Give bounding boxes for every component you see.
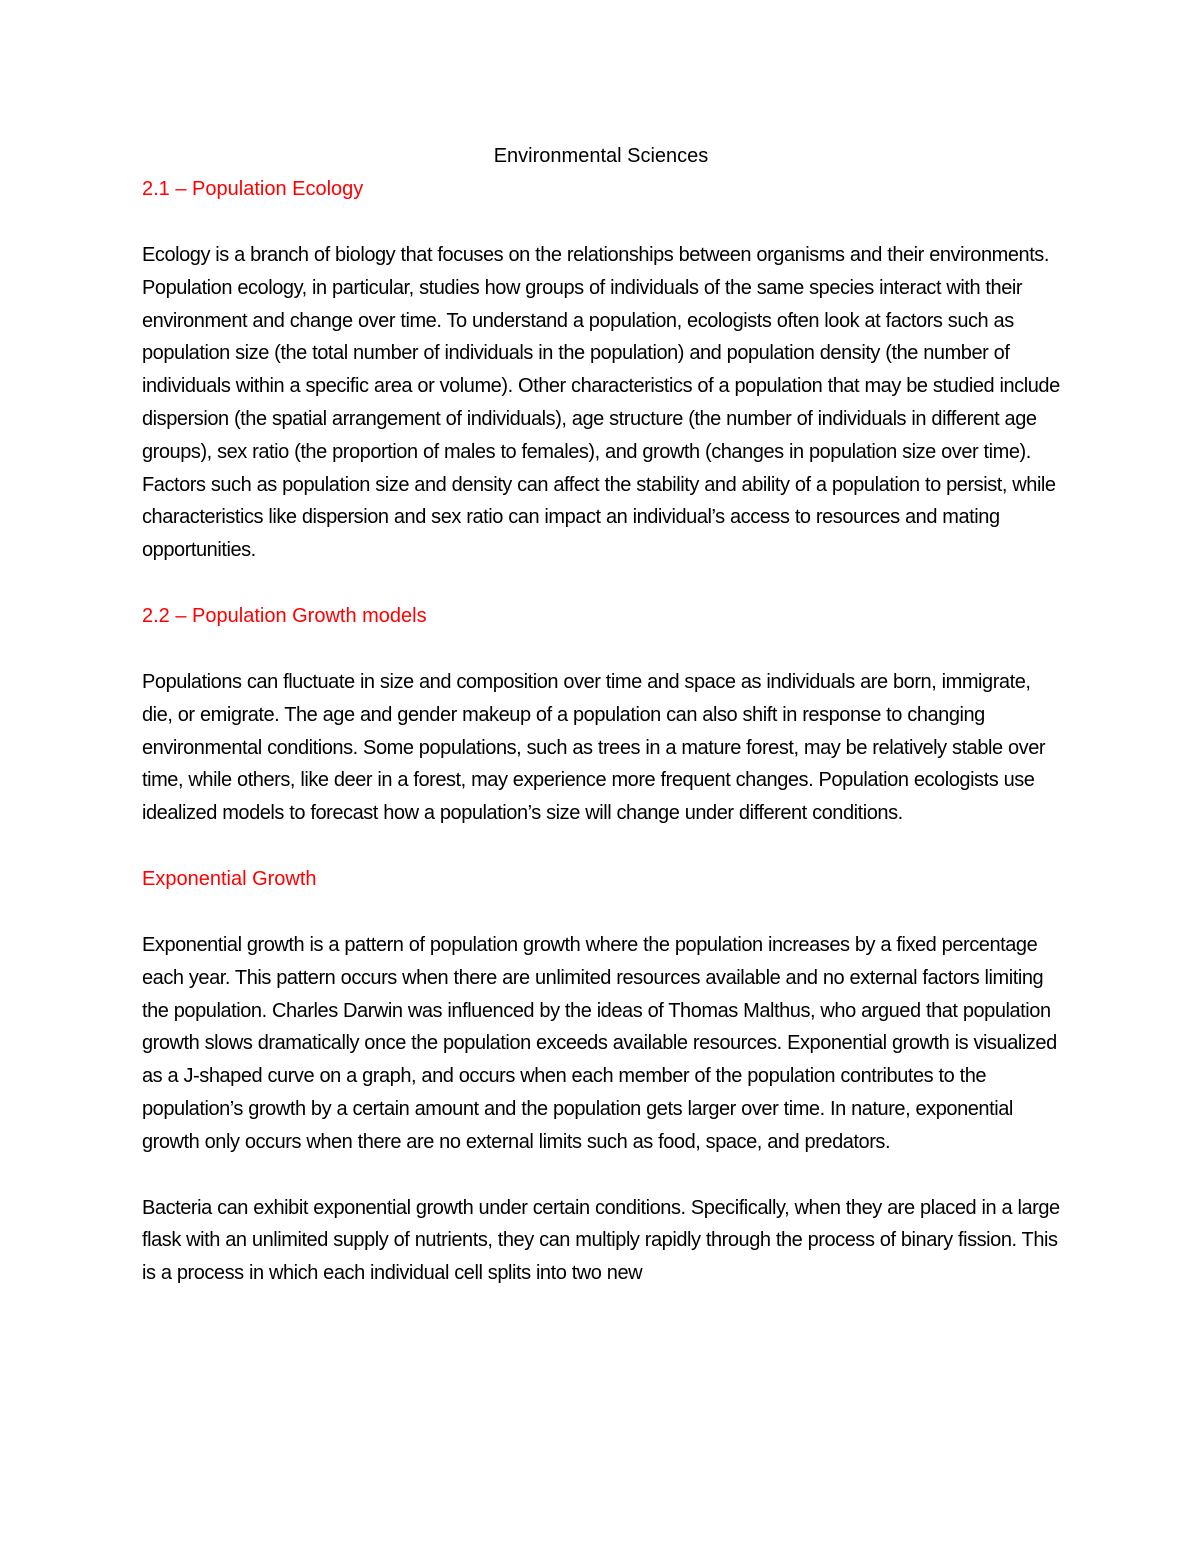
paragraph-population-growth-models: Populations can fluctuate in size and composition over time and space as individuals are born, immigrate, die, or emigrate. The age and gender makeup of a population can also shift in response to changing environmental conditions. Some populations, such as trees in a mature forest, may be relatively stable over time, while others, like deer in a forest, may experience more frequent changes. Population ecologists use idealized models to forecast how a population’s size will change under different conditions. xyxy=(142,670,1046,825)
spacer xyxy=(142,1159,1060,1192)
spacer xyxy=(142,633,1060,666)
spacer xyxy=(142,206,1060,239)
spacer xyxy=(142,830,1060,863)
document-title: Environmental Sciences xyxy=(493,145,709,167)
section-heading-population-growth-models: 2.2 – Population Growth models xyxy=(142,604,427,627)
spacer xyxy=(142,896,1060,929)
paragraph-population-ecology: Ecology is a branch of biology that focuses on the relationships between organisms and their environments. Population ecology, in particular, studies how groups of individuals of the same species interact with their environment and change over time. To understand a population, ecologists often look at factors such as population size (the total number of individuals in the population) and population density (the number of individuals within a specific area or volume). Other characteristics of a population that may be studied include dispersion (the spatial arrangement of individuals), age structure (the number of individuals in different age groups), sex ratio (the proportion of males to females), and growth (changes in population size over time). Factors such as population size and density can affect the stability and ability of a population to persist, while characteristics like dispersion and sex ratio can impact an individual’s access to resources and mating opportunities. xyxy=(142,244,1060,562)
section-heading-population-ecology: 2.1 – Population Ecology xyxy=(142,178,364,200)
spacer xyxy=(142,567,1060,600)
section-heading-exponential-growth: Exponential Growth xyxy=(142,867,317,890)
paragraph-exponential-growth: Exponential growth is a pattern of population growth where the population increases by a fixed percentage each year. This pattern occurs when there are unlimited resources available and no external factors limiting the population. Charles Darwin was influenced by the ideas of Thomas Malthus, who argued that population growth slows dramatically once the population exceeds available resources. Exponential growth is visualized as a J-shaped curve on a graph, and occurs when each member of the population contributes to the population’s growth by a certain amount and the population gets larger over time. In nature, exponential growth only occurs when there are no external limits such as food, space, and predators. xyxy=(142,933,1057,1153)
document-body xyxy=(142,140,1060,1290)
paragraph-bacteria-growth: Bacteria can exhibit exponential growth under certain conditions. Specifically, when they are placed in a large flask with an unlimited supply of nutrients, they can multiply rapidly through the process of binary fission. This is a process in which each individual cell splits into two new xyxy=(142,1196,1060,1285)
